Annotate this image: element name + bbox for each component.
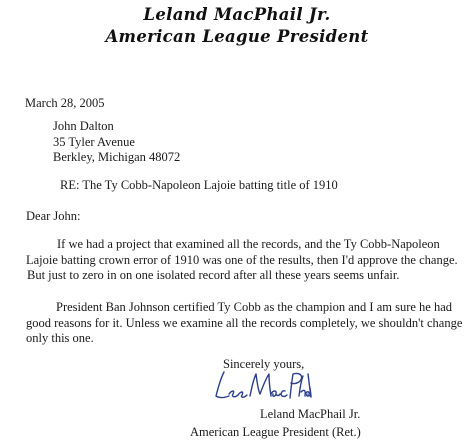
closing: Sincerely yours, (223, 357, 305, 371)
handwritten-signature (210, 368, 312, 404)
signer-title: American League President (Ret.) (190, 425, 361, 439)
body-paragraph-1 (26, 237, 458, 284)
paragraph-line: only this one. (26, 331, 94, 345)
recipient-name: John Dalton (53, 119, 114, 133)
paragraph-line: Lajoie batting crown error of 1910 was one of the results, then I'd approve the change. (26, 252, 458, 267)
subject-line: RE: The Ty Cobb-Napoleon Lajoie batting title of 1910 (60, 178, 338, 192)
recipient-street: 35 Tyler Avenue (53, 134, 135, 149)
recipient-address (53, 119, 180, 166)
body-paragraph-2 (26, 300, 463, 347)
paragraph-line: But just to zero in on one isolated record after all these years seems unfair. (27, 268, 400, 282)
letterhead (0, 4, 474, 48)
paragraph-line: good reasons for it. Unless we examine all the records completely, we shouldn't change (26, 315, 463, 330)
letterhead-title: American League President (105, 27, 369, 46)
paragraph-line: If we had a project that examined all the records, and the Ty Cobb-Napoleon (57, 237, 440, 251)
signer-name: Leland MacPhail Jr. (260, 407, 361, 421)
letterhead-name: Leland MacPhail Jr. (143, 5, 331, 24)
salutation: Dear John: (26, 209, 81, 223)
paragraph-line: President Ban Johnson certified Ty Cobb as the champion and I am sure he had (56, 300, 453, 314)
recipient-city: Berkley, Michigan 48072 (53, 150, 181, 164)
letter-date: March 28, 2005 (25, 96, 105, 110)
